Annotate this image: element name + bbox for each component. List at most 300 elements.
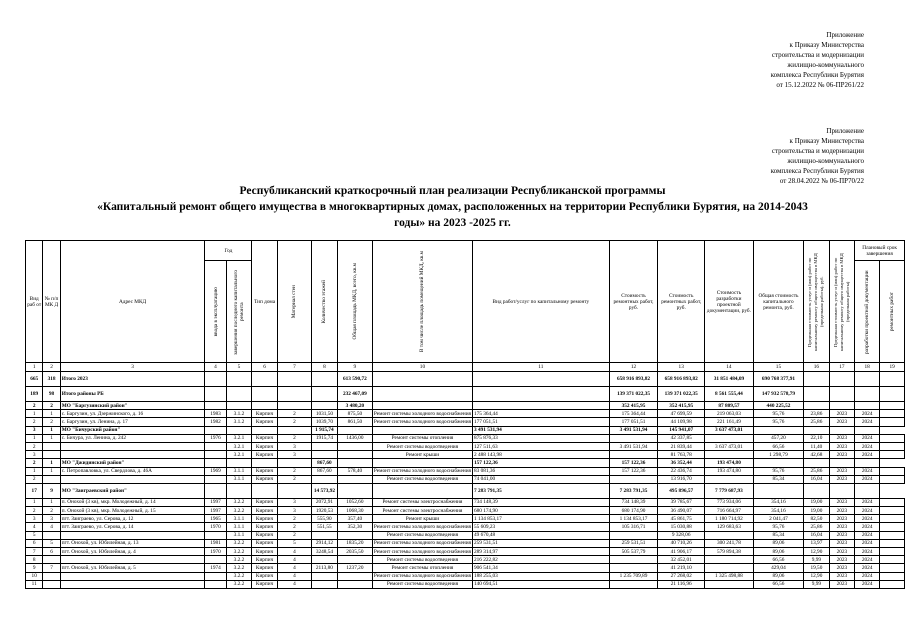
table-cell: 2 [26, 442, 43, 450]
table-cell: 2023 [829, 507, 855, 515]
table-cell [312, 580, 338, 588]
table-cell: 95,76 [753, 410, 803, 418]
table-cell: 2 [43, 418, 60, 426]
table-cell: 7 779 687,93 [705, 483, 754, 498]
plan-table-container [25, 240, 905, 589]
table-cell: 3.2.2 [226, 572, 252, 580]
table-row [26, 410, 905, 418]
header-cell: Вид раб от [26, 241, 43, 363]
table-cell [880, 442, 905, 450]
table-cell [43, 442, 60, 450]
column-number: 17 [829, 363, 855, 372]
table-cell: Ремонт системы холодного водоснабжения [373, 540, 471, 547]
table-cell [60, 556, 205, 564]
table-row [26, 459, 905, 467]
table-cell: Ремонт крыши [372, 451, 472, 459]
table-cell [880, 475, 905, 483]
table-cell: Ремонт системы электроснабжения [372, 498, 472, 506]
table-row [26, 451, 905, 459]
header-cell [880, 261, 905, 363]
table-cell: 1 [43, 498, 60, 506]
table-cell: 82,50 [804, 515, 830, 523]
table-row [26, 372, 905, 387]
table-cell: 1835,20 [337, 539, 372, 547]
table-row [26, 387, 905, 402]
table-cell: 2023 [829, 523, 855, 531]
column-number: 5 [226, 363, 252, 372]
table-cell: 3.1.1 [226, 475, 252, 483]
table-cell: 25,86 [804, 523, 830, 531]
table-cell: 665 [26, 372, 43, 387]
table-cell: 2 [277, 434, 311, 442]
table-cell: 2023 [829, 515, 855, 523]
header-cell: Общая стоимость капитального ремонта, руб. [753, 241, 803, 363]
appendix-line: от 28.04.2022 № 06-ПР70/22 [779, 177, 864, 185]
table-cell [804, 387, 830, 402]
table-cell [855, 387, 880, 402]
table-cell [337, 459, 372, 467]
header-text: В том числе площадь помещений МКД, кв.м [419, 250, 426, 353]
table-cell: 5 [43, 539, 60, 547]
table-cell: 2023 [829, 442, 855, 450]
table-cell: 221 161,49 [705, 418, 754, 426]
table-cell: 66,56 [753, 556, 803, 564]
appendix-note-2 [771, 126, 864, 186]
table-cell: 3.1.2 [226, 410, 252, 418]
table-cell: Кирпич [252, 498, 277, 506]
table-cell: Ремонт системы отопления [372, 434, 472, 442]
table-cell: Ремонт системы холодного водоснабжения [373, 418, 471, 425]
table-cell: 1982 [205, 418, 226, 426]
table-cell: Кирпич [252, 564, 277, 572]
table-cell: 9 328,06 [658, 531, 705, 539]
table-cell [804, 459, 830, 467]
table-cell: 3 480,20 [337, 402, 372, 410]
appendix-line: строительства и модернизации [771, 147, 864, 155]
column-number: 2 [43, 363, 60, 372]
table-cell: 2023 [829, 548, 855, 556]
table-cell: 157 122,36 [609, 459, 658, 467]
table-cell: 21 839,44 [658, 442, 705, 450]
table-cell: 89,06 [753, 539, 803, 547]
table-cell [205, 451, 226, 459]
table-cell: 188 255,03 [472, 572, 609, 580]
table-cell [472, 372, 609, 387]
table-cell: 2023 [829, 556, 855, 564]
table-cell: Кирпич [252, 410, 277, 418]
table-cell: 354,16 [753, 507, 803, 515]
table-cell: 1997 [205, 498, 226, 506]
table-cell: 2024 [855, 572, 880, 580]
table-cell [337, 426, 372, 434]
table-cell [337, 580, 372, 588]
column-number: 13 [658, 363, 705, 372]
table-row [26, 402, 905, 410]
table-cell: 505 537,79 [609, 548, 658, 556]
header-cell [337, 241, 372, 363]
table-cell: 2024 [855, 580, 880, 588]
table-cell: 3 [277, 498, 311, 506]
table-cell: 175 364,44 [609, 410, 658, 418]
table-cell [205, 442, 226, 450]
table-cell: 49 670,48 [472, 531, 609, 539]
table-cell [880, 523, 905, 531]
appendix-line: Приложение [826, 127, 864, 135]
table-cell: 555,90 [312, 515, 338, 523]
table-cell: 2023 [829, 580, 855, 588]
table-row [26, 418, 905, 426]
table-cell [205, 459, 226, 467]
table-cell: 3 491 531,94 [609, 426, 658, 434]
table-cell: 318 [43, 372, 60, 387]
table-cell [205, 556, 226, 564]
table-cell: Кирпич [252, 580, 277, 588]
table-cell [804, 483, 830, 498]
table-cell: 906 541,34 [472, 564, 609, 572]
table-cell [312, 442, 338, 450]
column-number: 9 [337, 363, 372, 372]
table-cell [205, 531, 226, 539]
table-cell: 7 283 791,35 [472, 483, 609, 498]
table-cell [609, 434, 658, 442]
table-cell [855, 402, 880, 410]
table-cell: 734 148,39 [472, 498, 609, 506]
table-cell: 680 174,90 [472, 507, 609, 515]
header-text: ремонтных работ [889, 291, 896, 332]
table-cell: 2024 [855, 467, 880, 475]
table-cell: 66,56 [753, 580, 803, 588]
table-cell [60, 475, 205, 483]
table-cell: 7 283 791,35 [609, 483, 658, 498]
table-cell: Ремонт системы отопления [372, 564, 472, 572]
table-cell: 9 [43, 483, 60, 498]
header-text: ввода в эксплуатацию [212, 286, 219, 337]
table-row [26, 523, 905, 531]
table-cell [277, 483, 311, 498]
table-cell: 8 [26, 556, 43, 564]
table-cell [205, 402, 226, 410]
table-cell: 3.2.2 [226, 507, 252, 515]
table-cell: МО "Бичурский район" [60, 426, 205, 434]
table-cell: Ремонт системы холодного водоснабжения [373, 468, 471, 475]
table-cell: 1981 [205, 539, 226, 547]
table-cell: 1 [43, 434, 60, 442]
table-cell: 36 352,44 [658, 459, 705, 467]
table-cell [205, 387, 226, 402]
table-cell: 2024 [855, 523, 880, 531]
table-header [26, 241, 905, 372]
table-cell [829, 387, 855, 402]
table-cell: 4 [277, 572, 311, 580]
column-number-row [26, 363, 905, 372]
table-cell: Кирпич [252, 523, 277, 531]
table-cell: с. Бичура, ул. Ленина, д. 242 [60, 434, 205, 442]
table-cell: 2024 [855, 564, 880, 572]
table-cell: 495 896,57 [658, 483, 705, 498]
table-cell [880, 418, 905, 426]
table-cell: 2024 [855, 531, 880, 539]
table-cell: 5 [26, 531, 43, 539]
table-cell: 1 [26, 410, 43, 418]
table-cell [337, 442, 372, 450]
table-cell: 578,40 [337, 467, 372, 475]
appendix-line: жилищно-коммунального [787, 61, 864, 69]
table-cell [753, 426, 803, 434]
table-cell: 861,50 [337, 418, 372, 426]
table-cell [880, 572, 905, 580]
table-cell: 42 337,85 [658, 434, 705, 442]
table-cell: 2024 [855, 507, 880, 515]
table-cell [880, 410, 905, 418]
table-cell: 85,34 [753, 475, 803, 483]
column-number: 8 [312, 363, 338, 372]
table-cell [829, 426, 855, 434]
table-cell [277, 426, 311, 434]
table-cell: 1 298,79 [753, 451, 803, 459]
table-cell [60, 451, 205, 459]
table-cell: 1436,00 [337, 434, 372, 442]
table-cell: 177 051,51 [472, 418, 609, 426]
table-cell: 1974 [205, 564, 226, 572]
table-cell: 3.2.2 [226, 539, 252, 547]
table-cell [337, 475, 372, 483]
table-cell: 19,00 [804, 498, 830, 506]
table-cell [43, 475, 60, 483]
table-cell: 27 268,02 [658, 572, 705, 580]
table-cell: 16,04 [804, 531, 830, 539]
appendix-line: жилищно-коммунального [787, 157, 864, 165]
table-cell: 12,90 [804, 548, 830, 556]
table-cell: 3.2.2 [226, 548, 252, 556]
table-cell: 3.2.2 [226, 498, 252, 506]
table-cell [277, 402, 311, 410]
table-cell: 4 [43, 523, 60, 531]
table-cell: 2 [43, 507, 60, 515]
table-cell [705, 564, 754, 572]
table-cell [60, 580, 205, 588]
table-cell: 3 [277, 507, 311, 515]
table-cell: 2023 [829, 539, 855, 547]
table-cell: Ремонт системы холодного водоснабжения [373, 573, 471, 580]
table-cell: 1965 [205, 515, 226, 523]
plan-table [25, 240, 905, 589]
table-cell: 4 [277, 548, 311, 556]
table-cell: 2024 [855, 475, 880, 483]
table-cell [705, 475, 754, 483]
header-cell: № п/п МК Д [43, 241, 60, 363]
table-cell [252, 426, 277, 434]
table-cell: 39 785,67 [658, 498, 705, 506]
header-cell: Тип дома [252, 241, 277, 363]
table-row [26, 483, 905, 498]
table-cell: 352 415,95 [609, 402, 658, 410]
table-cell: пгт. Онохой, ул. Юбилейная, д. 13 [60, 539, 205, 547]
table-cell: 773 934,06 [705, 498, 754, 506]
table-cell [829, 459, 855, 467]
table-cell: 19,00 [804, 507, 830, 515]
table-cell: Итого 2023 [60, 372, 205, 387]
column-number: 7 [277, 363, 311, 372]
table-cell: 12,90 [804, 572, 830, 580]
table-cell [372, 372, 472, 387]
table-cell [855, 372, 880, 387]
table-cell [372, 483, 472, 498]
table-cell [880, 498, 905, 506]
table-cell: 2023 [829, 418, 855, 426]
table-cell: 2023 [829, 572, 855, 580]
table-cell: 2 [277, 410, 311, 418]
table-cell: 1983 [205, 410, 226, 418]
table-cell [205, 426, 226, 434]
table-cell [880, 387, 905, 402]
table-cell [205, 483, 226, 498]
table-cell: 2035,50 [337, 548, 372, 556]
table-cell: 40 710,26 [658, 539, 705, 547]
table-cell [226, 372, 252, 387]
table-cell: 875,50 [337, 410, 372, 418]
table-cell [252, 483, 277, 498]
table-cell [880, 451, 905, 459]
appendix-line: строительства и модернизации [771, 51, 864, 59]
table-cell: 1 [43, 467, 60, 475]
column-number: 19 [880, 363, 905, 372]
header-cell: Год [205, 241, 252, 261]
table-cell [312, 372, 338, 387]
table-cell: 1970 [205, 523, 226, 531]
table-cell: 7 [26, 548, 43, 556]
table-cell: 1 915,74 [312, 426, 338, 434]
table-cell [609, 451, 658, 459]
table-cell: Кирпич [252, 531, 277, 539]
header-text: разработки проектной документации [864, 269, 871, 354]
table-cell: 1 134 853,17 [472, 515, 609, 523]
table-cell [312, 387, 338, 402]
table-row [26, 434, 905, 442]
table-cell: 3.2.2 [226, 564, 252, 572]
appendix-line: к Приказу Министерства [789, 137, 864, 145]
table-cell: 2024 [855, 410, 880, 418]
table-cell: 95,76 [753, 523, 803, 531]
table-cell: пгт. Онохой, ул. Юбилейная, д. 4 [60, 548, 205, 556]
table-cell: 867,60 [312, 467, 338, 475]
table-cell [372, 387, 472, 402]
table-cell: 3 [26, 515, 43, 523]
table-cell [312, 475, 338, 483]
table-cell [880, 539, 905, 547]
table-cell [705, 556, 754, 564]
table-cell [880, 531, 905, 539]
table-row [26, 564, 905, 572]
table-cell: 352,30 [337, 523, 372, 531]
table-cell: 16,04 [804, 475, 830, 483]
table-cell [609, 564, 658, 572]
table-cell: Ремонт крыши [372, 515, 472, 523]
table-cell: Ремонт системы водоотведения [372, 556, 472, 564]
table-cell: 6 [26, 539, 43, 547]
table-row [26, 515, 905, 523]
table-cell [337, 451, 372, 459]
table-cell [880, 564, 905, 572]
table-cell: пгт. Заиграево, ул. Серова, д. 14 [60, 523, 205, 531]
table-cell: 193 474,80 [705, 467, 754, 475]
table-cell: 1052,60 [337, 498, 372, 506]
table-cell: 2 [277, 475, 311, 483]
table-cell: 1 [26, 498, 43, 506]
table-cell: 9,99 [804, 580, 830, 588]
table-cell: 2 [26, 418, 43, 426]
table-cell [880, 507, 905, 515]
table-cell: 1 134 853,17 [609, 515, 658, 523]
table-cell: 1976 [205, 434, 226, 442]
table-cell: пгт. Заиграево, ул. Серова, д. 12 [60, 515, 205, 523]
table-cell [312, 451, 338, 459]
table-cell: 2 [43, 402, 60, 410]
table-cell: пгт. Онохой, ул. Юбилейная, д. 5 [60, 564, 205, 572]
document-title-line-3: годы» на 2023 -2025 гг. [394, 217, 511, 229]
table-cell: 658 916 893,82 [609, 372, 658, 387]
table-cell: 658 916 893,82 [658, 372, 705, 387]
table-cell: 42,68 [804, 451, 830, 459]
table-row [26, 539, 905, 547]
table-cell: 232 467,09 [337, 387, 372, 402]
table-cell: 25,86 [804, 467, 830, 475]
header-cell [226, 261, 252, 363]
table-cell: 690 768 377,91 [753, 372, 803, 387]
table-cell: 175 364,44 [472, 410, 609, 418]
table-row [26, 548, 905, 556]
column-number: 1 [26, 363, 43, 372]
table-cell: 89,06 [753, 572, 803, 580]
table-cell: 2023 [829, 498, 855, 506]
table-cell: МО "Заиграевский район" [60, 483, 205, 498]
table-cell: 2 041,47 [753, 515, 803, 523]
appendix-line: комплекса Республики Бурятия [770, 71, 864, 79]
table-cell: 2023 [829, 410, 855, 418]
table-cell [472, 402, 609, 410]
table-cell: 15 030,88 [658, 523, 705, 531]
table-cell: 2024 [855, 556, 880, 564]
table-cell: МО "Джидинский район" [60, 459, 205, 467]
table-cell: 300 241,78 [705, 539, 754, 547]
table-cell: Ремонт системы холодного водоснабжения [373, 410, 471, 417]
table-cell: 1 [43, 426, 60, 434]
header-cell: Вид работ/услуг по капитальному ремонту [472, 241, 609, 363]
table-cell [252, 372, 277, 387]
table-cell: 47 699,59 [658, 410, 705, 418]
appendix-line: от 15.12.2022 № 06-ПР261/22 [776, 81, 864, 89]
table-cell: 25,86 [804, 418, 830, 426]
table-row [26, 467, 905, 475]
table-cell: 2113,80 [312, 564, 338, 572]
column-number: 12 [609, 363, 658, 372]
table-cell: МО "Баргузинский район" [60, 402, 205, 410]
table-cell [372, 459, 472, 467]
table-cell: Кирпич [252, 418, 277, 426]
table-cell: 2914,12 [312, 539, 338, 547]
table-cell [60, 442, 205, 450]
table-cell: 1 325 498,88 [705, 572, 754, 580]
table-cell: 1969 [205, 467, 226, 475]
table-cell: 145 941,07 [658, 426, 705, 434]
table-cell: 157 122,36 [609, 467, 658, 475]
table-cell: 2023 [829, 451, 855, 459]
header-text: Материал стен [291, 284, 298, 319]
table-cell [804, 372, 830, 387]
table-row [26, 426, 905, 434]
table-cell: 1039,70 [312, 418, 338, 426]
table-cell: 3 491 531,94 [472, 426, 609, 434]
header-cell: Плановый срок завершения [855, 241, 905, 261]
